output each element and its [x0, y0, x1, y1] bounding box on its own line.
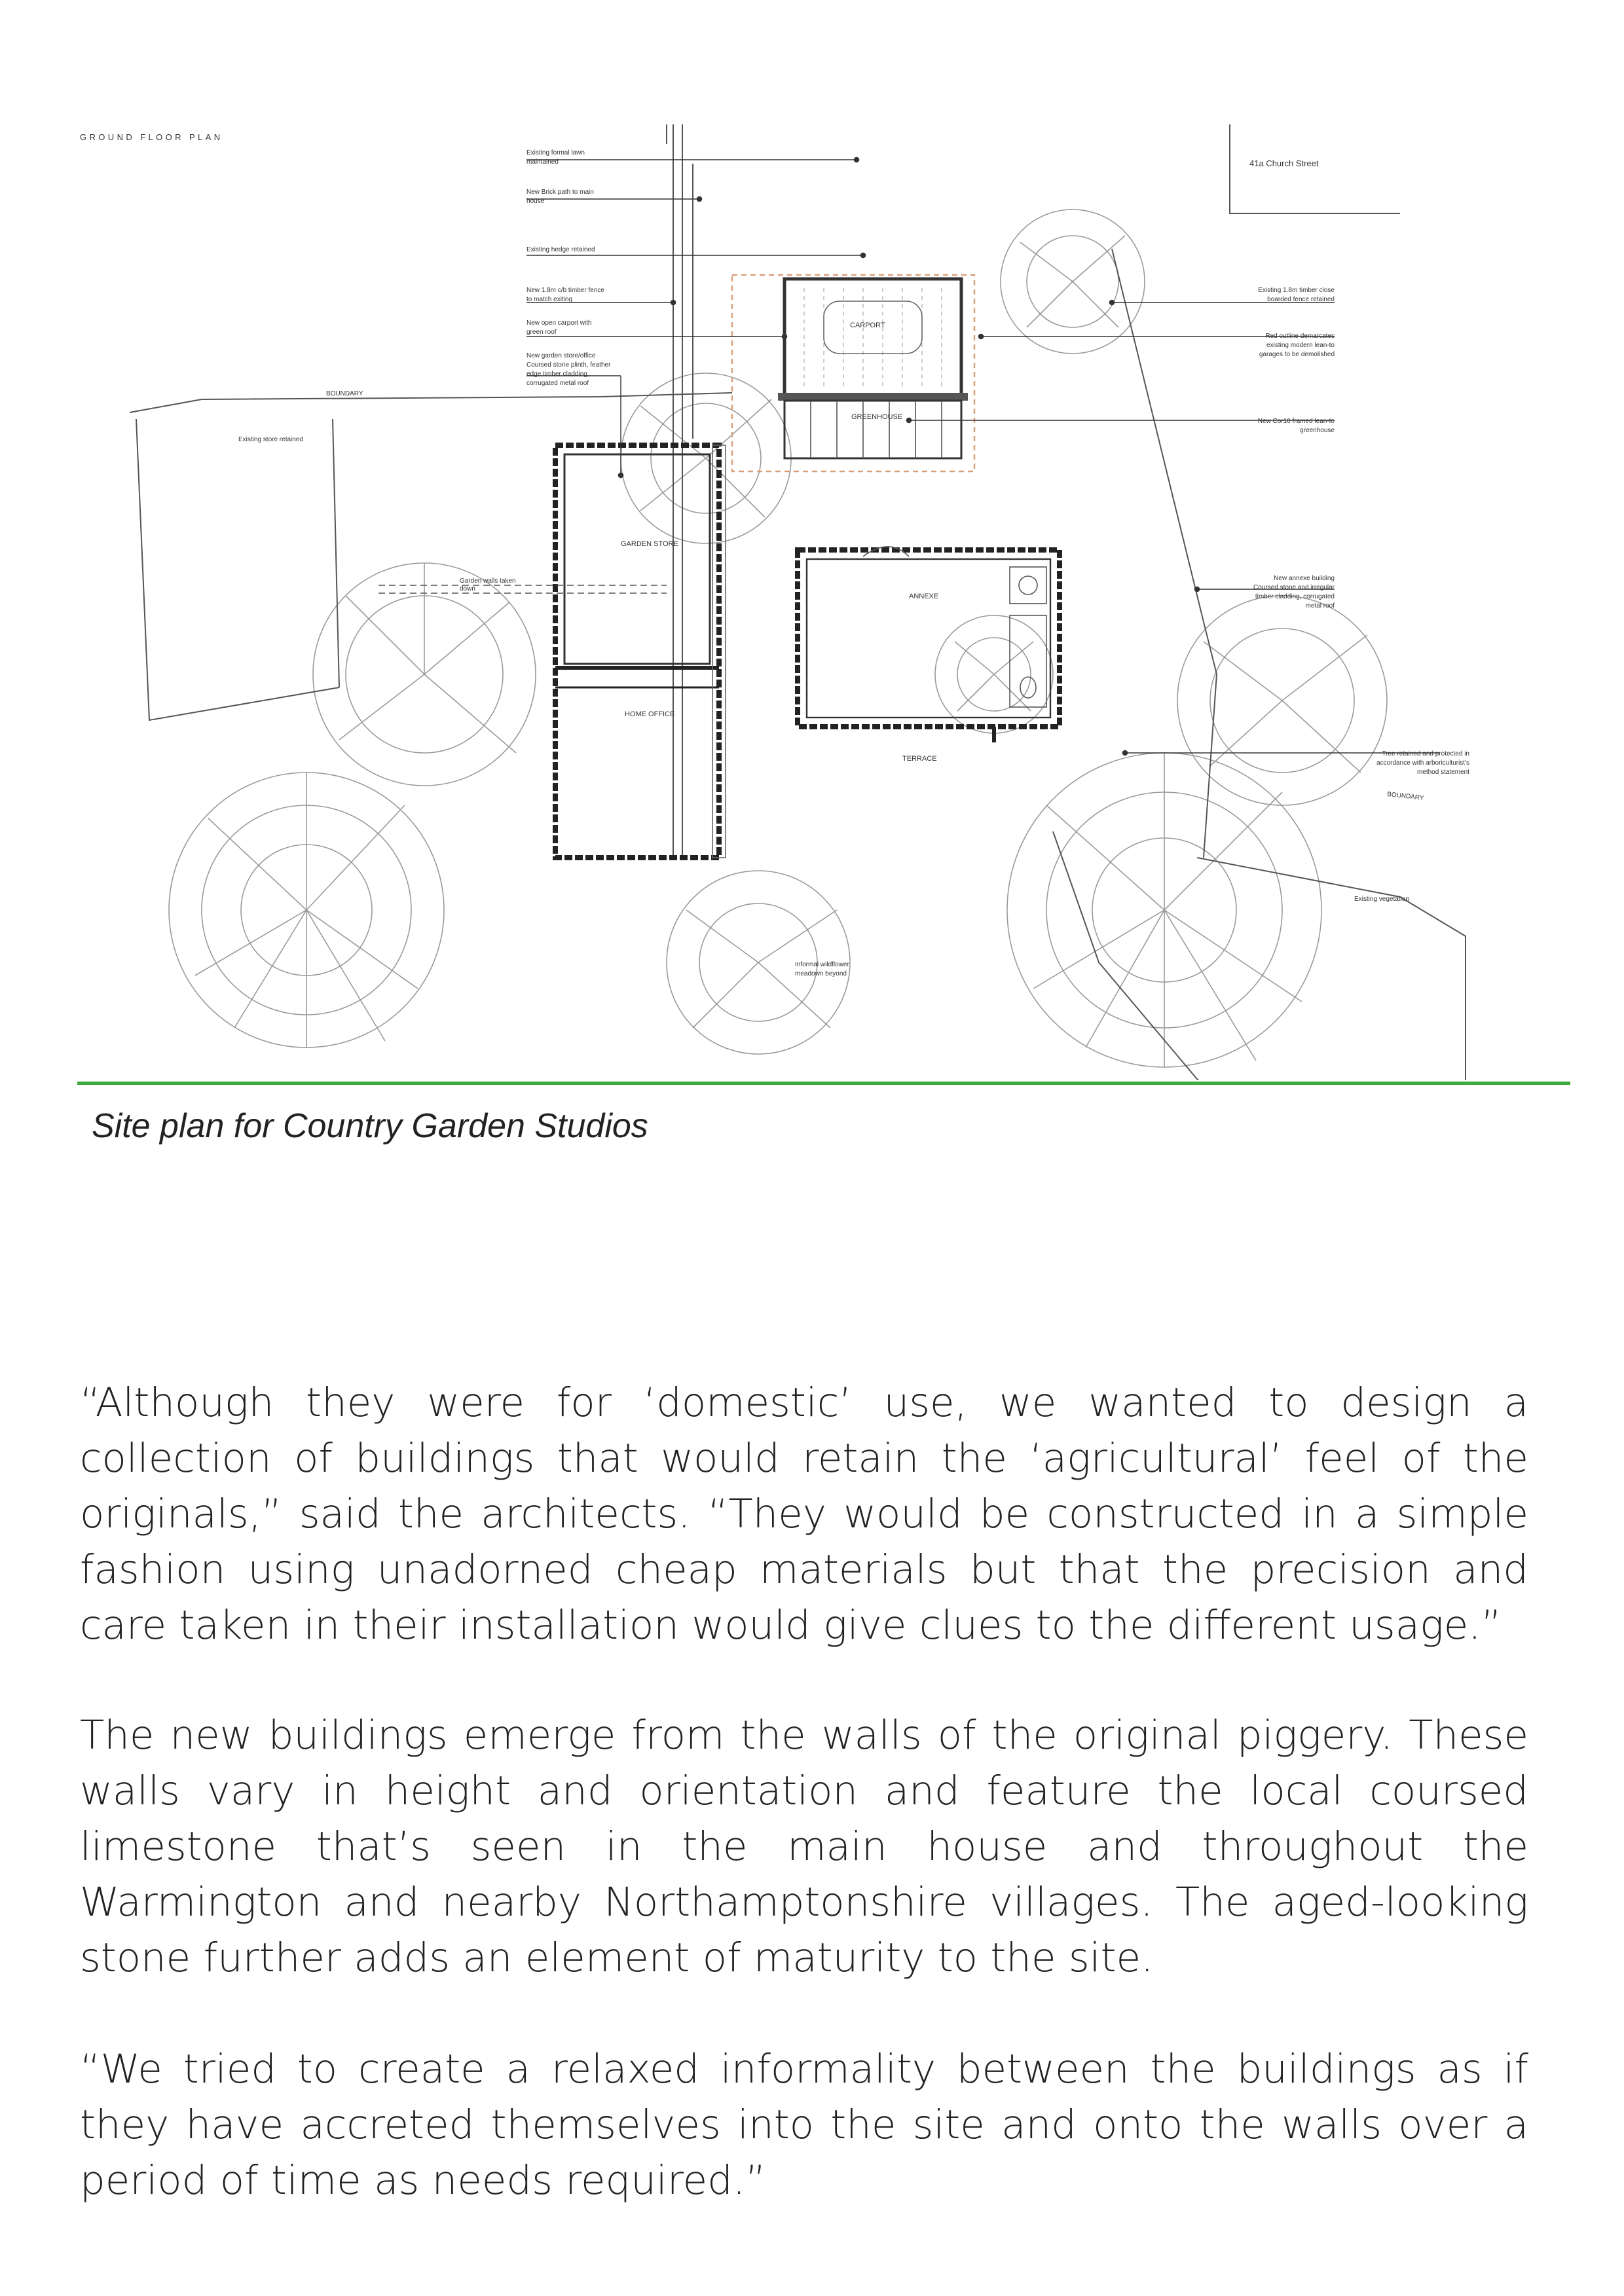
note-garden-store-office: New garden store/office Coursed stone plinth, feather edge timber cladding, corrugated metal roof	[526, 352, 611, 387]
plan-title: GROUND FLOOR PLAN	[80, 132, 223, 142]
note-brick-path: New Brick path to main house	[526, 189, 594, 205]
body-paragraph-3: “We tried to create a relaxed informality between the buildings as if they have accreted themselves into the site and onto the walls over a period of time as needs required.”	[80, 2046, 1528, 2204]
room-label-annexe: ANNEXE	[909, 592, 939, 600]
site-plan-drawing	[77, 124, 1583, 1080]
body-paragraph-2: The new buildings emerge from the walls of the original piggery. These walls vary in height and orientation and feature the local coursed limestone that’s seen in the main house and throughout the Warmington and nearby Northamptonshire villages. The aged-looking stone further adds an element of maturity to the site.	[80, 1712, 1528, 1981]
tree-east-large	[1007, 753, 1321, 1067]
note-corten: New Cor10 framed lean-to greenhouse	[1257, 418, 1335, 434]
demolition-outline	[732, 275, 974, 471]
tree-west-large	[169, 773, 444, 1048]
note-wildflower: Informal wildflower meadown beyond	[795, 961, 849, 977]
boundary-label-west: BOUNDARY	[326, 390, 363, 397]
room-label-home-office: HOME OFFICE	[625, 710, 675, 718]
boundary-label-east: BOUNDARY	[1386, 791, 1425, 802]
note-annexe-building: New annexe building Coursed stone and irregular timber cladding, corrugated metal roof	[1253, 575, 1335, 610]
tree-east-small	[935, 615, 1053, 733]
note-existing-lawn: Existing formal lawn maintained	[526, 149, 585, 166]
note-hedge: Existing hedge retained	[526, 246, 595, 253]
room-label-terrace: TERRACE	[902, 755, 937, 763]
note-garden-walls: Garden walls taken down	[460, 577, 516, 592]
tree-northeast	[1001, 210, 1145, 354]
caption-rule	[77, 1082, 1570, 1085]
note-tree-retained: Tree retained and protected in accordance with arboriculturist's method statement	[1376, 750, 1469, 776]
note-timber-fence: New 1.8m c/b timber fence to match exiting	[526, 287, 604, 303]
tree-north	[621, 373, 791, 543]
tree-east-upper	[1177, 596, 1387, 805]
note-open-carport: New open carport with green roof	[526, 319, 592, 336]
note-red-outline: Red outline demarcates existing modern lean-to garages to be demolished	[1259, 333, 1335, 358]
annexe-building	[798, 547, 1060, 742]
greenhouse	[784, 401, 961, 458]
site-plan-svg	[77, 124, 1583, 1080]
tree-canopies	[169, 210, 1387, 1067]
note-existing-store: Existing store retained	[238, 436, 303, 443]
address-label: 41a Church Street	[1249, 158, 1319, 168]
tree-west-mid	[313, 563, 536, 786]
room-label-garden-store: GARDEN STORE	[621, 540, 678, 548]
note-close-fence: Existing 1.8m timber close boarded fence retained	[1258, 287, 1335, 303]
body-paragraph-1: “Although they were for ‘domestic’ use, we wanted to design a collection of buildings that would retain the ‘agricultural’ feel of the originals,” said the architects. “They would be constructed in a simple fashion using unadorned cheap materials but that the precision and care taken in their installation would give clues to the different usage.”	[80, 1379, 1528, 1649]
carport	[778, 279, 968, 401]
room-label-carport: CARPORT	[850, 321, 885, 329]
figure-caption: Site plan for Country Garden Studios	[92, 1107, 648, 1145]
room-label-greenhouse: GREENHOUSE	[851, 413, 903, 421]
note-vegetation: Existing vegetation	[1354, 896, 1409, 903]
